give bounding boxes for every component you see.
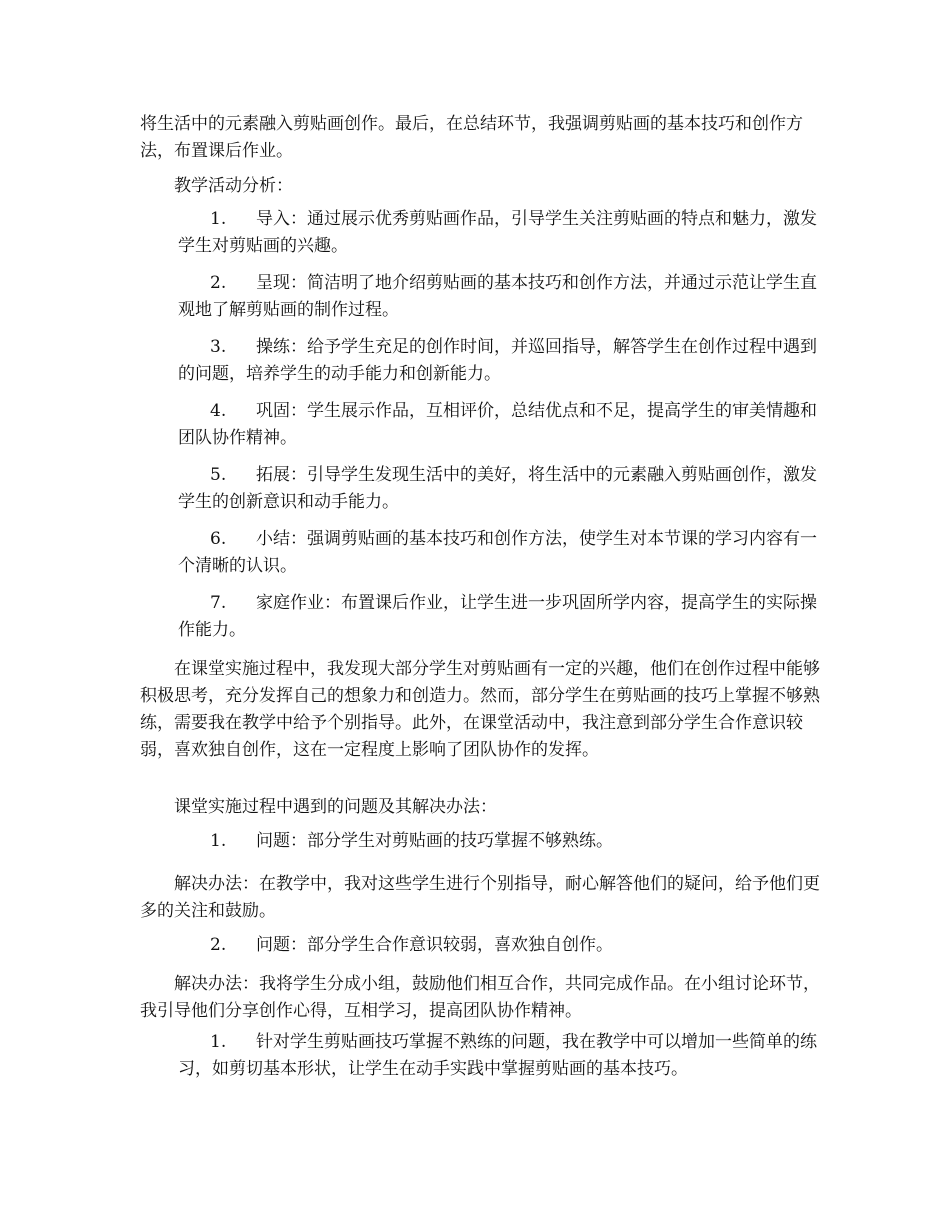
item-text: 家庭作业：布置课后作业，让学生进一步巩固所学内容，提高学生的实际操作能力。: [178, 593, 817, 640]
item-text: 呈现：简洁明了地介绍剪贴画的基本技巧和创作方法，并通过示范让学生直观地了解剪贴画的制作过程。: [178, 273, 817, 320]
item-number: 2.: [210, 935, 227, 955]
item-text: 操练：给予学生充足的创作时间，并巡回指导，解答学生在创作过程中遇到的问题，培养学生的动手能力和创新能力。: [178, 337, 817, 384]
improvement-item-1: [178, 1029, 823, 1083]
solution-paragraph-1: 解决办法：在教学中，我对这些学生进行个别指导，耐心解答他们的疑问，给予他们更多的关注和鼓励。: [140, 874, 820, 921]
item-text: 问题：部分学生合作意识较弱，喜欢独自创作。: [256, 935, 613, 955]
item-text: 拓展：引导学生发现生活中的美好，将生活中的元素融入剪贴画创作，激发学生的创新意识和动手能力。: [178, 465, 817, 512]
item-number: 1.: [210, 1032, 227, 1052]
problem-item-2: [178, 932, 823, 959]
item-number: 1.: [210, 209, 227, 229]
item-number: 2.: [210, 273, 227, 293]
item-number: 3.: [210, 337, 227, 357]
item-text: 问题：部分学生对剪贴画的技巧掌握不够熟练。: [256, 831, 613, 851]
analysis-item-7: [178, 590, 823, 644]
analysis-heading: 教学活动分析：: [174, 176, 293, 196]
solution-paragraph-2: 解决办法：我将学生分成小组，鼓励他们相互合作，共同完成作品。在小组讨论环节，我引导他们分享创作心得，互相学习，提高团队协作精神。: [140, 974, 820, 1021]
problem-item-1: [178, 828, 823, 855]
item-number: 1.: [210, 831, 227, 851]
item-number: 7.: [210, 593, 227, 613]
item-number: 5.: [210, 465, 227, 485]
analysis-item-5: [178, 462, 823, 516]
analysis-item-3: [178, 334, 823, 388]
analysis-item-2: [178, 270, 823, 324]
intro-paragraph-tail: 将生活中的元素融入剪贴画创作。最后，在总结环节，我强调剪贴画的基本技巧和创作方法，布置课后作业。: [140, 114, 803, 161]
problems-heading: 课堂实施过程中遇到的问题及其解决办法：: [174, 797, 497, 817]
item-text: 导入：通过展示优秀剪贴画作品，引导学生关注剪贴画的特点和魅力，激发学生对剪贴画的兴趣。: [178, 209, 817, 256]
item-number: 6.: [210, 529, 227, 549]
item-text: 针对学生剪贴画技巧掌握不熟练的问题，我在教学中可以增加一些简单的练习，如剪切基本形状，让学生在动手实践中掌握剪贴画的基本技巧。: [178, 1032, 817, 1079]
item-text: 小结：强调剪贴画的基本技巧和创作方法，使学生对本节课的学习内容有一个清晰的认识。: [178, 529, 817, 576]
analysis-item-4: [178, 398, 823, 452]
analysis-item-1: [178, 206, 823, 260]
item-number: 4.: [210, 401, 227, 421]
analysis-item-6: [178, 526, 823, 580]
item-text: 巩固：学生展示作品，互相评价，总结优点和不足，提高学生的审美情趣和团队协作精神。: [178, 401, 817, 448]
observation-paragraph: 在课堂实施过程中，我发现大部分学生对剪贴画有一定的兴趣，他们在创作过程中能够积极思考，充分发挥自己的想象力和创造力。然而，部分学生在剪贴画的技巧上掌握不够熟练，需要我在教学中给予个别指导。此外，在课堂活动中，我注意到部分学生合作意识较弱，喜欢独自创作，这在一定程度上影响了团队协作的发挥。: [140, 659, 820, 760]
